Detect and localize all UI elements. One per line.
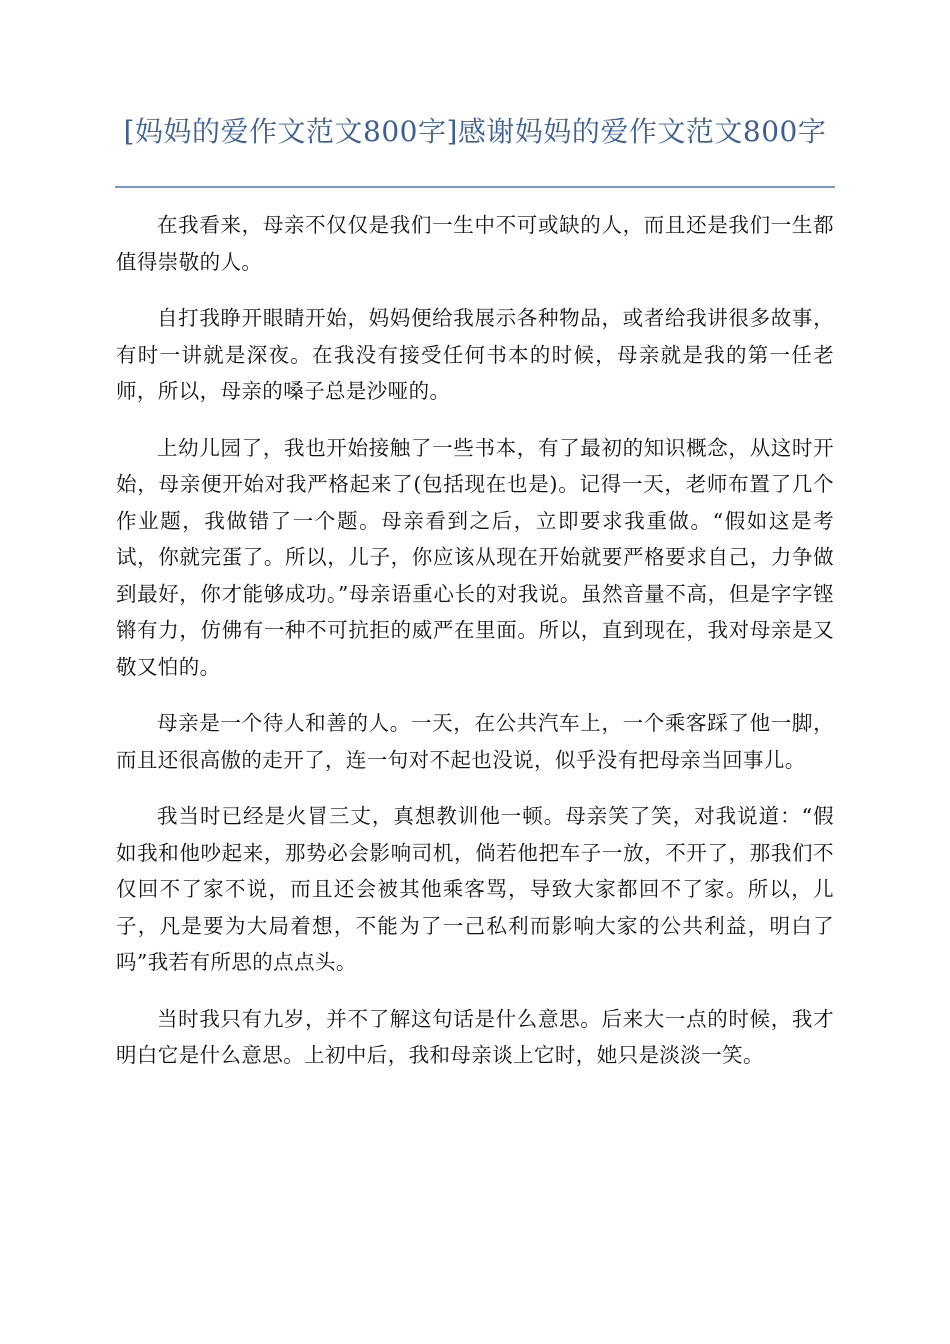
document-body: [116, 207, 834, 1094]
paragraph-1: 在我看来，母亲不仅仅是我们一生中不可或缺的人，而且还是我们一生都值得崇敬的人。: [116, 213, 834, 274]
paragraph-5: 我当时已经是火冒三丈，真想教训他一顿。母亲笑了笑，对我说道：“假如我和他吵起来，那势必会影响司机，倘若他把车子一放，不开了，那我们不仅回不了家不说，而且还会被其他乘客骂，导致大家都回不了家。所以，儿子，凡是要为大局着想，不能为了一己私利而影响大家的公共利益，明白了吗”我若有所思的点点头。: [116, 804, 834, 974]
title-underline: [115, 186, 835, 188]
paragraph-6: 当时我只有九岁，并不了解这句话是什么意思。后来大一点的时候，我才明白它是什么意思。上初中后，我和母亲谈上它时，她只是淡淡一笑。: [116, 1006, 834, 1067]
paragraph-4: 母亲是一个待人和善的人。一天，在公共汽车上，一个乘客踩了他一脚，而且还很高傲的走开了，连一句对不起也没说，似乎没有把母亲当回事儿。: [116, 711, 834, 772]
paragraph-3: 上幼儿园了，我也开始接触了一些书本，有了最初的知识概念，从这时开始，母亲便开始对我严格起来了(包括现在也是)。记得一天，老师布置了几个作业题，我做错了一个题。母亲看到之后，立即要求我重做。“假如这是考试，你就完蛋了。所以，儿子，你应该从现在开始就要严格要求自己，力争做到最好，你才能够成功。”母亲语重心长的对我说。虽然音量不高，但是字字铿锵有力，仿佛有一种不可抗拒的威严在里面。所以，直到现在，我对母亲是又敬又怕的。: [116, 435, 834, 679]
document-title: [妈妈的爱作文范文800字]感谢妈妈的爱作文范文800字: [123, 115, 827, 148]
paragraph-2: 自打我睁开眼睛开始，妈妈便给我展示各种物品，或者给我讲很多故事，有时一讲就是深夜。在我没有接受任何书本的时候，母亲就是我的第一任老师，所以，母亲的嗓子总是沙哑的。: [116, 306, 834, 403]
